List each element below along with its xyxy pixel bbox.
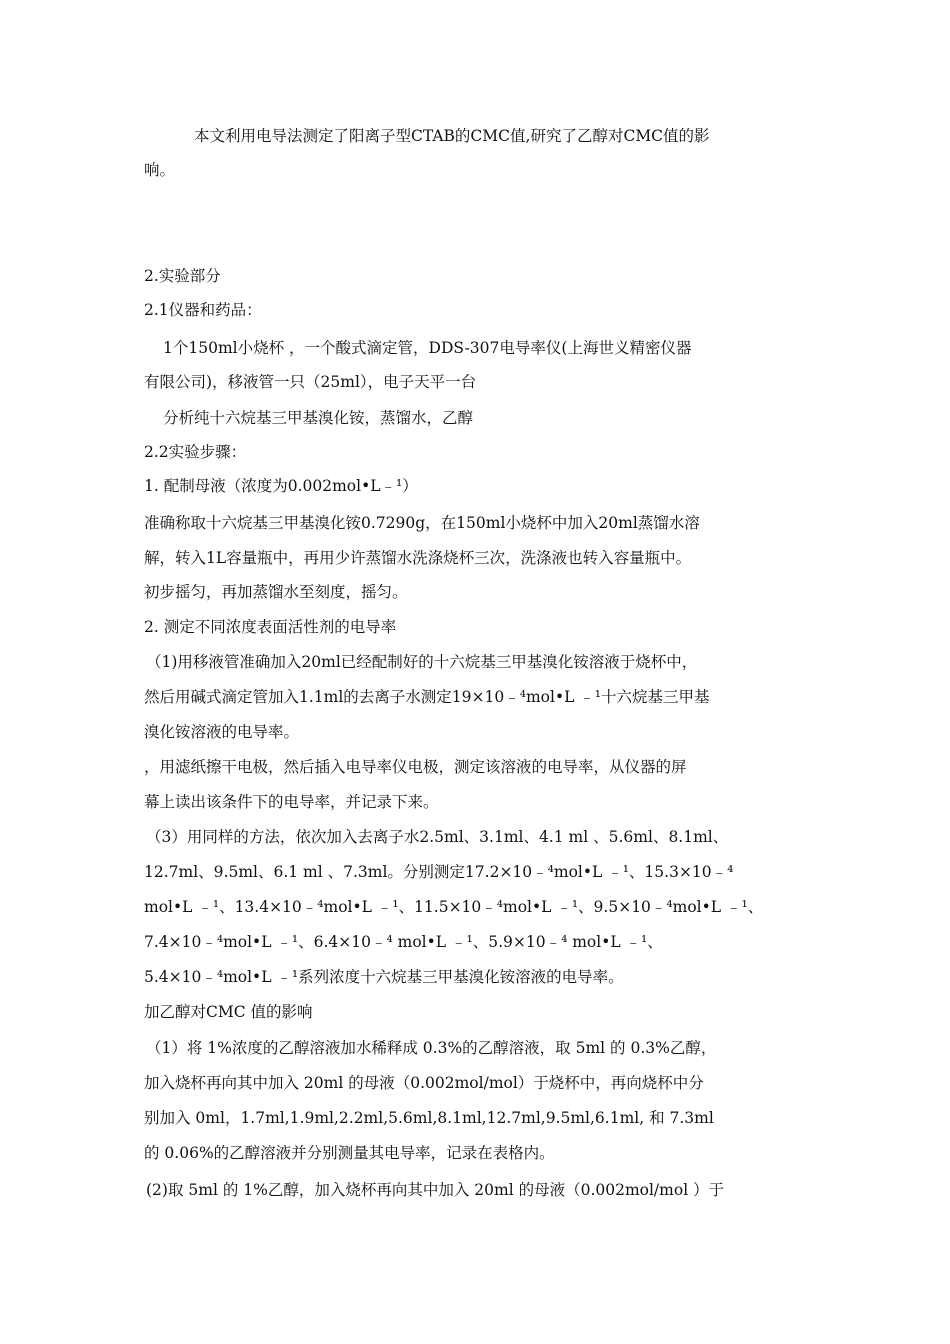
instruments-line-1: 1个150ml小烧杯 ，一个酸式滴定管，DDS-307电导率仪(上海世义精密仪器 xyxy=(163,339,692,357)
ethanol-1-line-2: 加入烧杯再向其中加入 20ml 的母液（0.002mol/mol）于烧杯中，再向烧杯中分 xyxy=(144,1074,704,1092)
ethanol-1-line-4: 的 0.06%的乙醇溶液并分别测量其电导率，记录在表格内。 xyxy=(144,1144,555,1162)
ethanol-2-line-1: (2)取 5ml 的 1%乙醇，加入烧杯再向其中加入 20ml 的母液（0.002mol/mol ）于 xyxy=(146,1181,725,1199)
ethanol-1-line-1: （1）将 1%浓度的乙醇溶液加水稀释成 0.3%的乙醇溶液，取 5ml 的 0.3%乙醇， xyxy=(146,1039,717,1057)
ethanol-effect-heading: 加乙醇对CMC 值的影响 xyxy=(144,1003,313,1021)
intro-line-2: 响。 xyxy=(144,161,176,179)
step-2-heading: 2. 测定不同浓度表面活性剂的电导率 xyxy=(144,618,397,636)
intro-line-1: 本文利用电导法测定了阳离子型CTAB的CMC值,研究了乙醇对CMC值的影 xyxy=(194,127,710,145)
step-2-2-line-2: 幕上读出该条件下的电导率，并记录下来。 xyxy=(144,793,439,811)
step-2-3-line-2: 12.7ml、9.5ml、6.1 ml 、7.3ml。分别测定17.2×10﹣⁴mol•L ﹣¹、15.3×10﹣⁴ xyxy=(144,863,734,881)
ethanol-1-line-3: 别加入 0ml，1.7ml,1.9ml,2.2ml,5.6ml,8.1ml,12.7ml,9.5ml,6.1ml, 和 7.3ml xyxy=(144,1109,714,1127)
step-1-line-3: 初步摇匀，再加蒸馏水至刻度，摇匀。 xyxy=(144,583,408,601)
step-2-1-line-1: （1)用移液管准确加入20ml已经配制好的十六烷基三甲基溴化铵溶液于烧杯中， xyxy=(146,653,698,671)
section-heading-experiment: 2.实验部分 xyxy=(144,267,221,285)
subsection-heading-steps: 2.2实验步骤： xyxy=(144,443,247,461)
step-2-2-line-1: ，用滤纸擦干电极，然后插入电导率仪电极，测定该溶液的电导率，从仪器的屏 xyxy=(144,758,687,776)
step-1-line-2: 解，转入1L容量瓶中，再用少许蒸馏水洗涤烧杯三次，洗涤液也转入容量瓶中。 xyxy=(144,549,692,567)
step-2-3-line-5: 5.4×10﹣⁴mol•L ﹣¹系列浓度十六烷基三甲基溴化铵溶液的电导率。 xyxy=(144,968,624,986)
step-2-1-line-3: 溴化铵溶液的电导率。 xyxy=(144,723,300,741)
reagents-line: 分析纯十六烷基三甲基溴化铵，蒸馏水，乙醇 xyxy=(163,409,474,427)
step-2-3-line-1: （3）用同样的方法，依次加入去离子水2.5ml、3.1ml、4.1 ml 、5.6ml、8.1ml、 xyxy=(146,828,729,846)
step-2-1-line-2: 然后用碱式滴定管加入1.1ml的去离子水测定19×10﹣⁴mol•L ﹣¹十六烷基三甲基 xyxy=(144,688,710,706)
step-1-line-1: 准确称取十六烷基三甲基溴化铵0.7290g，在150ml小烧杯中加入20ml蒸馏水溶 xyxy=(144,514,700,532)
step-2-3-line-3: mol•L ﹣¹、13.4×10﹣⁴mol•L ﹣¹、11.5×10﹣⁴mol•L ﹣¹、9.5×10﹣⁴mol•L ﹣¹、 xyxy=(144,898,764,916)
step-2-3-line-4: 7.4×10﹣⁴mol•L ﹣¹、6.4×10﹣⁴ mol•L ﹣¹、5.9×10﹣⁴ mol•L ﹣¹、 xyxy=(144,933,663,951)
instruments-line-2: 有限公司)，移液管一只（25ml），电子天平一台 xyxy=(144,373,477,391)
step-1-heading: 1. 配制母液（浓度为0.002mol•L﹣¹） xyxy=(144,477,418,495)
subsection-heading-instruments: 2.1仪器和药品： xyxy=(144,301,262,319)
